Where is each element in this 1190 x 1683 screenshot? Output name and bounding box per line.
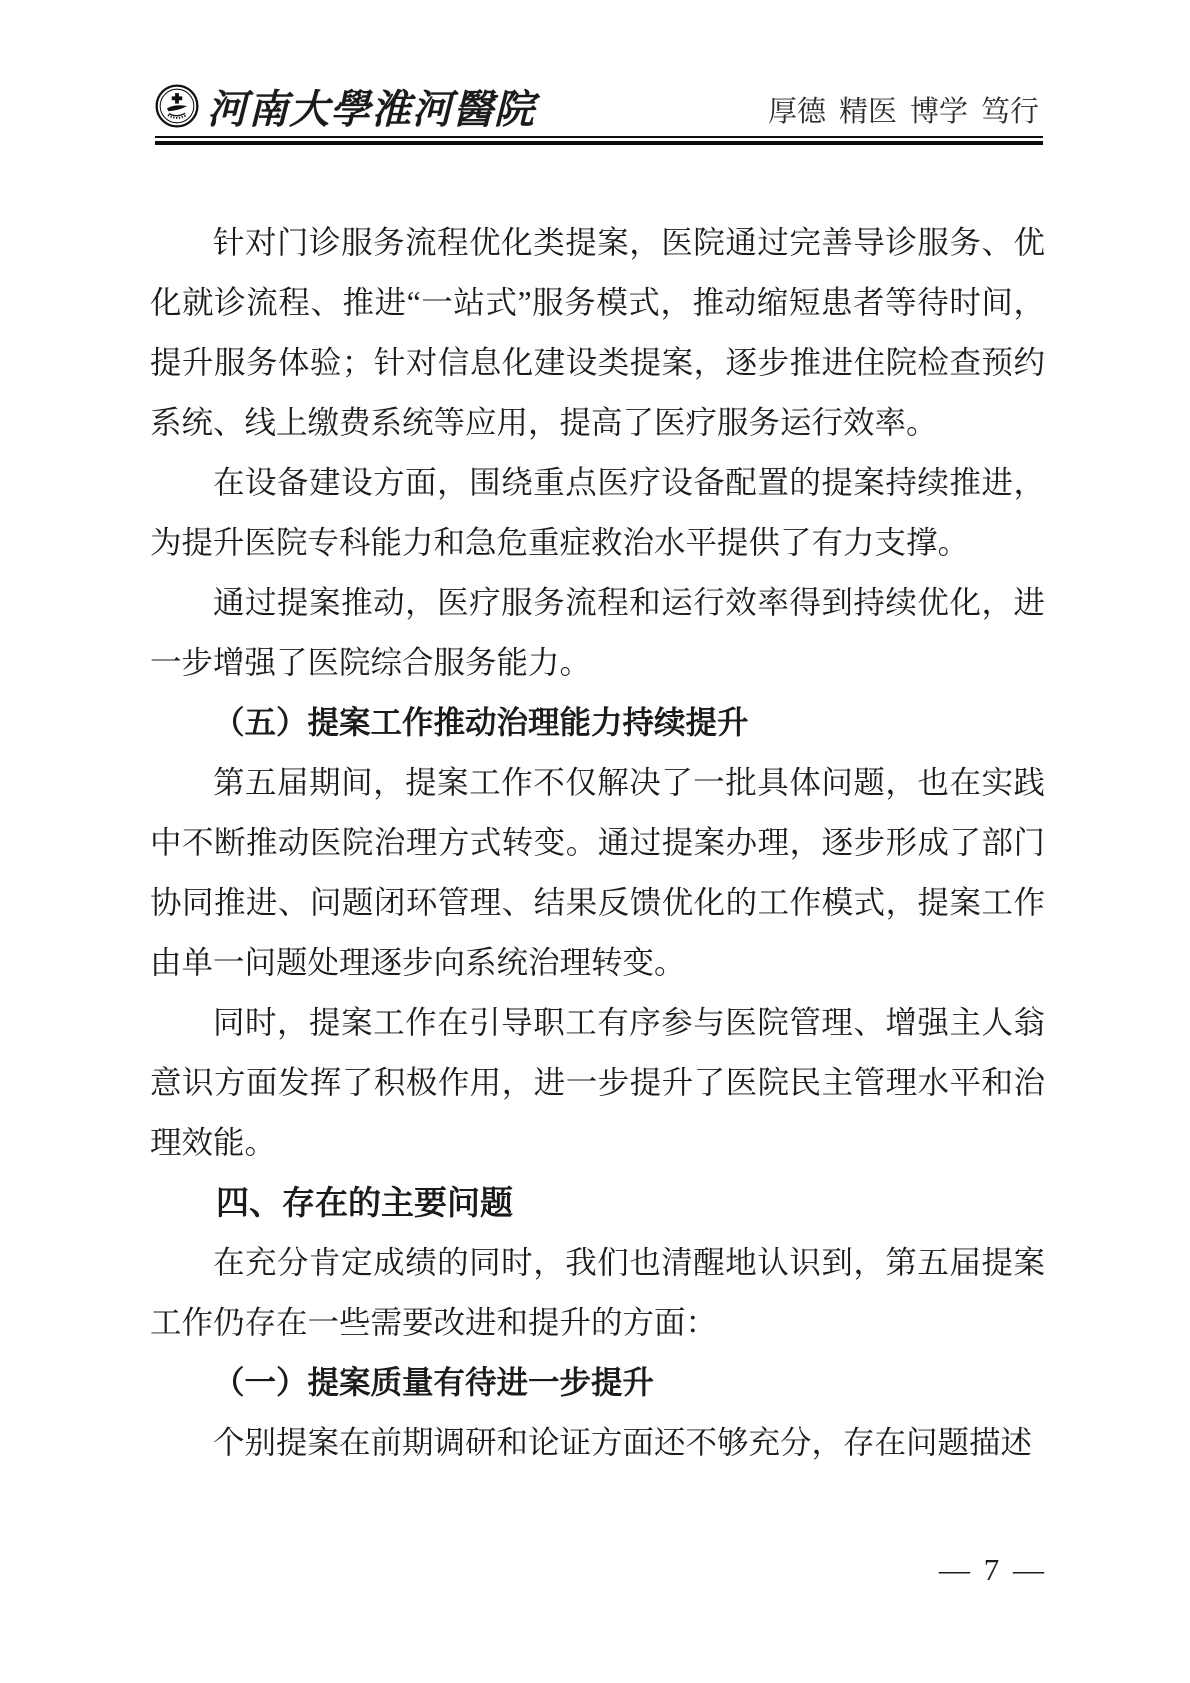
header-rule-divider	[155, 136, 1043, 145]
motto-word: 博学	[909, 96, 968, 128]
paragraph: 在充分肯定成绩的同时，我们也清醒地认识到，第五届提案工作仍存在一些需要改进和提升的方面：	[150, 1245, 1045, 1340]
motto-word: 厚德	[767, 96, 826, 128]
hospital-name: 河南大學淮河醫院	[207, 87, 535, 132]
motto-word: 笃行	[980, 96, 1039, 128]
page-number: — 7 —	[939, 1552, 1047, 1587]
document-body	[150, 213, 1045, 1473]
sub-heading: （一）提案质量有待进一步提升	[213, 1365, 655, 1400]
sub-heading: （五）提案工作推动治理能力持续提升	[213, 705, 749, 740]
paragraph: 通过提案推动，医疗服务流程和运行效率得到持续优化，进一步增强了医院综合服务能力。	[150, 585, 1045, 680]
paragraph: 个别提案在前期调研和论证方面还不够充分，存在问题描述	[213, 1425, 1033, 1460]
section-heading: 四、存在的主要问题	[216, 1184, 513, 1221]
paragraph: 第五届期间，提案工作不仅解决了一批具体问题，也在实践中不断推动医院治理方式转变。通过提案办理，逐步形成了部门协同推进、问题闭环管理、结果反馈优化的工作模式，提案工作由单一问题处理逐步向系统治理转变。	[150, 765, 1045, 980]
page-header	[155, 70, 1045, 134]
motto-word: 精医	[838, 96, 897, 128]
hospital-motto	[768, 89, 1039, 130]
paragraph: 针对门诊服务流程优化类提案，医院通过完善导诊服务、优化就诊流程、推进“一站式”服务模式，推动缩短患者等待时间，提升服务体验；针对信息化建设类提案，逐步推进住院检查预约系统、线上缴费系统等应用，提高了医疗服务运行效率。	[150, 225, 1045, 440]
paragraph: 同时，提案工作在引导职工有序参与医院管理、增强主人翁意识方面发挥了积极作用，进一步提升了医院民主管理水平和治理效能。	[150, 1005, 1045, 1160]
paragraph: 在设备建设方面，围绕重点医疗设备配置的提案持续推进，为提升医院专科能力和急危重症救治水平提供了有力支撑。	[150, 465, 1045, 560]
hospital-seal-icon	[155, 84, 199, 128]
